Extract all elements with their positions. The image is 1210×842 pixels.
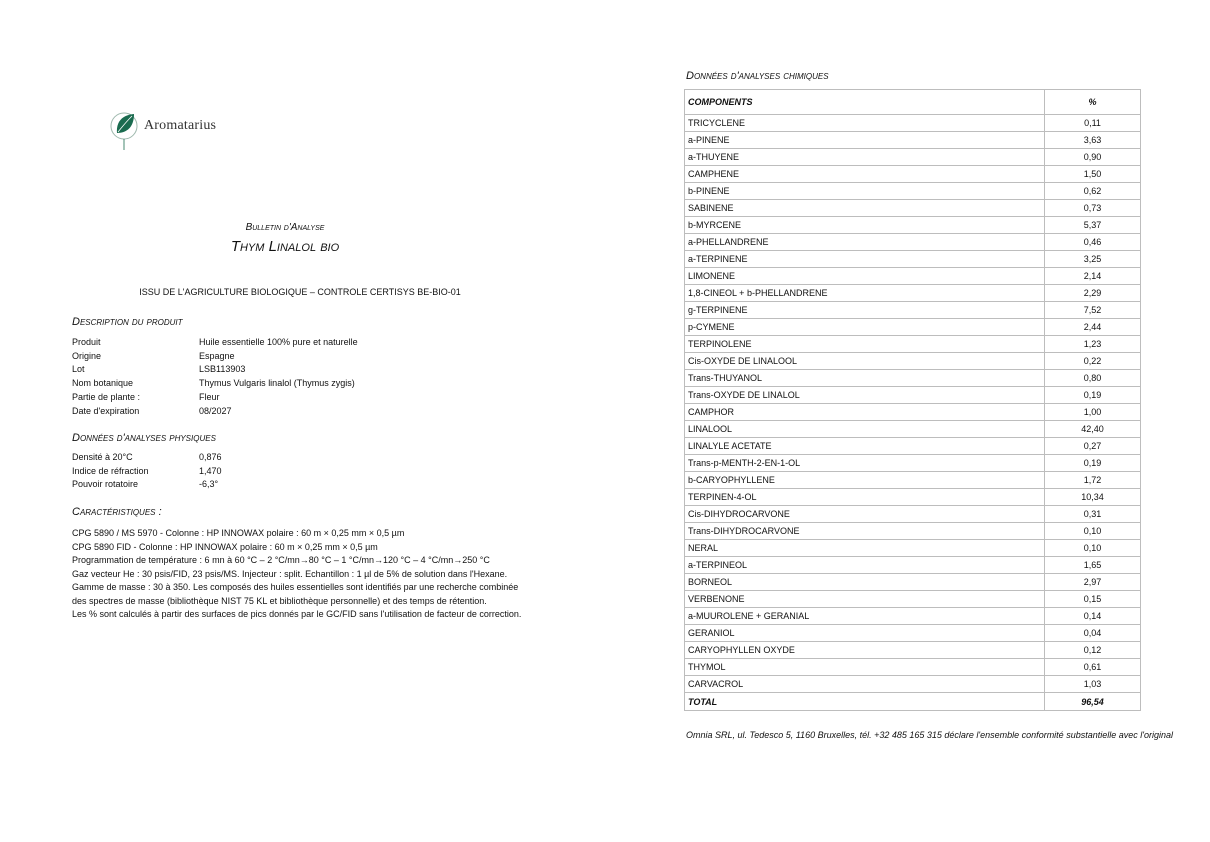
table-row [685, 319, 1141, 336]
table-row [685, 540, 1141, 557]
table-row [685, 200, 1141, 217]
component-percent: 42,40 [1045, 421, 1141, 438]
component-name: LIMONENE [685, 268, 1045, 285]
characteristic-line: CPG 5890 FID - Colonne : HP INNOWAX polaire : 60 m × 0,25 mm × 0,5 µm [72, 541, 378, 552]
component-name: a-MUUROLENE + GERANIAL [685, 608, 1045, 625]
table-row [685, 472, 1141, 489]
characteristic-line: Les % sont calculés à partir des surfaces de pics donnés par le GC/FID sans l'utilisation de facteur de correction. [72, 609, 522, 619]
component-percent: 0,19 [1045, 455, 1141, 472]
description-row [72, 350, 358, 364]
component-percent: 2,14 [1045, 268, 1141, 285]
component-percent: 0,90 [1045, 149, 1141, 166]
table-row [685, 285, 1141, 302]
description-list [72, 336, 358, 418]
component-percent: 0,10 [1045, 523, 1141, 540]
field-label: Pouvoir rotatoire [72, 479, 139, 490]
component-name: LINALYLE ACETATE [685, 438, 1045, 455]
field-value: 1,470 [199, 465, 222, 476]
component-name: b-MYRCENE [685, 217, 1045, 234]
component-percent: 2,29 [1045, 285, 1141, 302]
component-percent: 1,00 [1045, 404, 1141, 421]
table-row [685, 336, 1141, 353]
component-percent: 7,52 [1045, 302, 1141, 319]
characteristics-heading: Caractéristiques : [72, 506, 162, 518]
component-name: TRICYCLENE [685, 115, 1045, 132]
table-row [685, 268, 1141, 285]
table-row [685, 608, 1141, 625]
table-row [685, 591, 1141, 608]
table-header-row [685, 90, 1141, 115]
table-row [685, 659, 1141, 676]
product-title: Thym Linalol bio [230, 238, 340, 255]
component-name: CAMPHOR [685, 404, 1045, 421]
total-value: 96,54 [1045, 693, 1141, 711]
physical-row [72, 465, 222, 479]
physical-list [72, 451, 222, 492]
component-name: BORNEOL [685, 574, 1045, 591]
component-name: Trans-THUYANOL [685, 370, 1045, 387]
component-percent: 2,97 [1045, 574, 1141, 591]
component-name: Cis-OXYDE DE LINALOOL [685, 353, 1045, 370]
certification-line: ISSU DE L'AGRICULTURE BIOLOGIQUE – CONTROLE CERTISYS BE-BIO-01 [139, 287, 461, 297]
field-label: Origine [72, 350, 102, 361]
component-percent: 0,04 [1045, 625, 1141, 642]
field-value: LSB113903 [199, 364, 246, 375]
field-label: Partie de plante : [72, 391, 141, 402]
field-value: Espagne [199, 350, 235, 361]
footer-declaration: Omnia SRL, ul. Tedesco 5, 1160 Bruxelles, tél. +32 485 165 315 déclare l'ensemble conformité substantielle avec l'original [686, 730, 1173, 740]
table-row [685, 149, 1141, 166]
table-row [685, 234, 1141, 251]
chemical-heading: Données d'analyses chimiques [686, 70, 829, 82]
physical-row [72, 478, 222, 492]
component-name: CARVACROL [685, 676, 1045, 693]
component-percent: 0,62 [1045, 183, 1141, 200]
description-row [72, 377, 358, 391]
characteristics-text [72, 527, 522, 622]
component-percent: 0,15 [1045, 591, 1141, 608]
component-name: a-THUYENE [685, 149, 1045, 166]
table-row [685, 438, 1141, 455]
component-name: Trans-p-MENTH-2-EN-1-OL [685, 455, 1045, 472]
total-row [685, 693, 1141, 711]
description-row [72, 363, 358, 377]
component-name: b-PINENE [685, 183, 1045, 200]
component-percent: 0,80 [1045, 370, 1141, 387]
component-percent: 0,31 [1045, 506, 1141, 523]
table-row [685, 353, 1141, 370]
field-value: 0,876 [199, 452, 222, 462]
component-name: g-TERPINENE [685, 302, 1045, 319]
component-name: LINALOOL [685, 421, 1045, 438]
description-row [72, 391, 358, 405]
table-row [685, 676, 1141, 693]
column-header-percent: % [1045, 90, 1141, 115]
component-percent: 5,37 [1045, 217, 1141, 234]
component-name: 1,8-CINEOL + b-PHELLANDRENE [685, 285, 1045, 302]
document-type: Bulletin d'Analyse [245, 222, 325, 233]
component-percent: 0,73 [1045, 200, 1141, 217]
table-row [685, 251, 1141, 268]
table-row [685, 523, 1141, 540]
component-name: Cis-DIHYDROCARVONE [685, 506, 1045, 523]
component-percent: 1,23 [1045, 336, 1141, 353]
field-label: Produit [72, 337, 101, 347]
component-name: CARYOPHYLLEN OXYDE [685, 642, 1045, 659]
field-value: Thymus Vulgaris linalol (Thymus zygis) [199, 378, 355, 389]
component-percent: 3,25 [1045, 251, 1141, 268]
table-row [685, 166, 1141, 183]
physical-heading: Données d'analyses physiques [72, 432, 216, 444]
column-header-components: COMPONENTS [685, 90, 1045, 115]
component-name: GERANIOL [685, 625, 1045, 642]
component-percent: 0,14 [1045, 608, 1141, 625]
table-row [685, 642, 1141, 659]
component-percent: 0,12 [1045, 642, 1141, 659]
component-percent: 1,72 [1045, 472, 1141, 489]
component-percent: 1,65 [1045, 557, 1141, 574]
component-name: VERBENONE [685, 591, 1045, 608]
field-value: -6,3° [199, 479, 219, 490]
component-name: TERPINEN-4-OL [685, 489, 1045, 506]
table-row [685, 370, 1141, 387]
component-percent: 0,27 [1045, 438, 1141, 455]
component-percent: 1,50 [1045, 166, 1141, 183]
component-name: a-PHELLANDRENE [685, 234, 1045, 251]
component-percent: 1,03 [1045, 676, 1141, 693]
table-row [685, 455, 1141, 472]
component-name: p-CYMENE [685, 319, 1045, 336]
table-row [685, 387, 1141, 404]
table-row [685, 404, 1141, 421]
characteristic-line: Gaz vecteur He : 30 psis/FID, 23 psis/MS. Injecteur : split. Echantillon : 1 µl de 5% de solution dans l'Hexane. [72, 568, 508, 579]
component-name: THYMOL [685, 659, 1045, 676]
leaf-logo-icon [108, 106, 142, 152]
physical-row [72, 451, 222, 465]
field-label: Indice de réfraction [72, 465, 149, 476]
component-name: a-TERPINEOL [685, 557, 1045, 574]
total-label: TOTAL [685, 693, 1045, 711]
component-percent: 0,10 [1045, 540, 1141, 557]
component-percent: 2,44 [1045, 319, 1141, 336]
table-row [685, 183, 1141, 200]
characteristic-line: Programmation de température : 6 mn à 60 °C – 2 °C/mn→80 °C – 1 °C/mn→120 °C – 4 °C/mn→250 °C [72, 555, 490, 565]
company-logo [108, 106, 238, 154]
table-row [685, 625, 1141, 642]
component-name: NERAL [685, 540, 1045, 557]
component-percent: 0,19 [1045, 387, 1141, 404]
characteristic-line: Gamme de masse : 30 à 350. Les composés des huiles essentielles sont identifiés par une recherche combinée des spectres de masse (bibliothèque NIST 75 KL et bibliothèque personnelle) et des temps de rétention. [72, 582, 519, 606]
characteristic-line: CPG 5890 / MS 5970 - Colonne : HP INNOWAX polaire : 60 m × 0,25 mm × 0,5 µm [72, 528, 405, 538]
field-label: Date d'expiration [72, 405, 140, 416]
field-value: Huile essentielle 100% pure et naturelle [199, 337, 358, 347]
table-row [685, 302, 1141, 319]
components-table-body [685, 115, 1141, 711]
field-label: Lot [72, 364, 85, 375]
description-heading: Description du produit [72, 316, 183, 328]
component-name: CAMPHENE [685, 166, 1045, 183]
description-row [72, 405, 358, 419]
field-value: 08/2027 [199, 405, 232, 416]
component-name: SABINENE [685, 200, 1045, 217]
table-row [685, 506, 1141, 523]
table-row [685, 421, 1141, 438]
logo-text: Aromatarius [144, 118, 217, 133]
table-row [685, 217, 1141, 234]
component-name: Trans-OXYDE DE LINALOL [685, 387, 1045, 404]
table-row [685, 489, 1141, 506]
field-value: Fleur [199, 391, 220, 402]
table-row [685, 557, 1141, 574]
table-row [685, 115, 1141, 132]
component-name: b-CARYOPHYLLENE [685, 472, 1045, 489]
table-row [685, 132, 1141, 149]
components-table [684, 89, 1141, 711]
component-name: a-TERPINENE [685, 251, 1045, 268]
component-name: Trans-DIHYDROCARVONE [685, 523, 1045, 540]
component-percent: 0,46 [1045, 234, 1141, 251]
table-row [685, 574, 1141, 591]
component-percent: 10,34 [1045, 489, 1141, 506]
field-label: Nom botanique [72, 378, 134, 389]
description-row [72, 336, 358, 350]
component-name: TERPINOLENE [685, 336, 1045, 353]
component-percent: 3,63 [1045, 132, 1141, 149]
component-percent: 0,22 [1045, 353, 1141, 370]
component-percent: 0,61 [1045, 659, 1141, 676]
component-percent: 0,11 [1045, 115, 1141, 132]
component-name: a-PINENE [685, 132, 1045, 149]
field-label: Densité à 20°C [72, 452, 133, 462]
